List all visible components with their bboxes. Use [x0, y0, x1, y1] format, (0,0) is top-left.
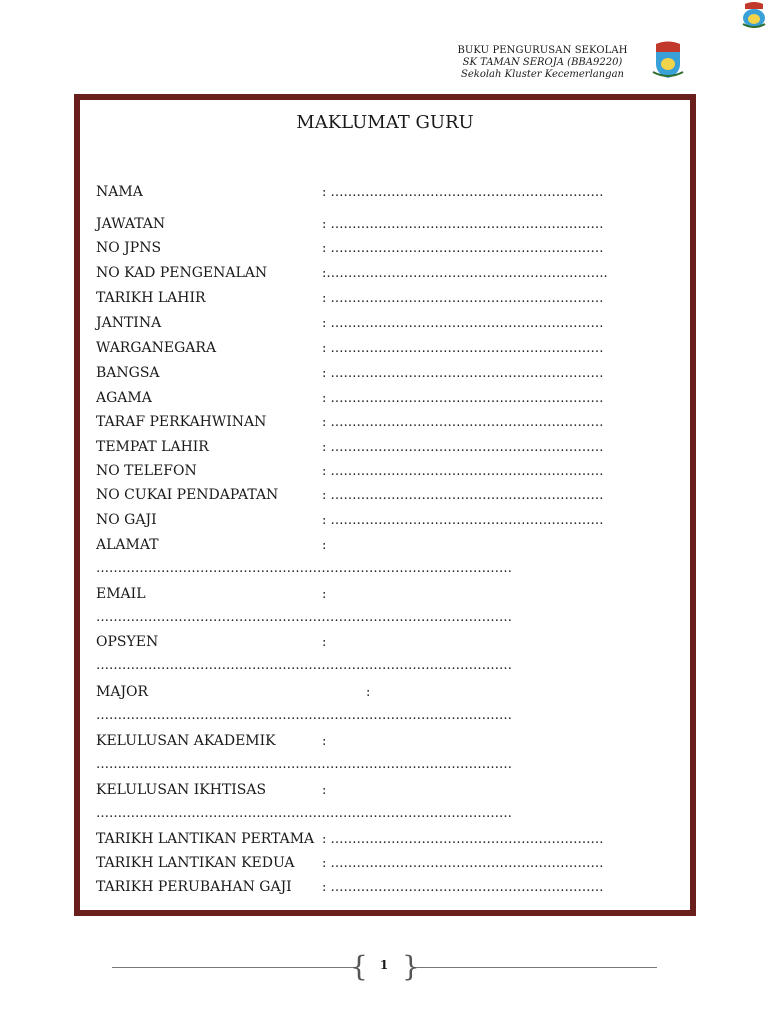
field-label: AGAMA: [96, 390, 152, 406]
dotted-fill-line: ……………………………………………………………………………………: [96, 708, 512, 723]
field-value: : ………………………………………………………: [322, 316, 604, 331]
field-value: : ………………………………………………………: [322, 217, 604, 232]
form-title: MAKLUMAT GURU: [296, 112, 474, 133]
field-value: :: [366, 685, 371, 700]
field-value: : ………………………………………………………: [322, 415, 604, 430]
field-label: NO TELEFON: [96, 463, 197, 479]
field-label: NO CUKAI PENDAPATAN: [96, 487, 279, 503]
field-label: TEMPAT LAHIR: [96, 439, 209, 455]
field-value: : ………………………………………………………: [322, 391, 604, 406]
field-value: : ………………………………………………………: [322, 291, 604, 306]
dotted-fill-line: ……………………………………………………………………………………: [96, 610, 512, 625]
footer-rule-right: [413, 967, 657, 968]
header-line-1: BUKU PENGURUSAN SEKOLAH: [457, 45, 628, 56]
footer-brace-right: }: [402, 950, 420, 983]
field-label: TARIKH PERUBAHAN GAJI: [96, 879, 292, 895]
field-label: JANTINA: [96, 315, 162, 331]
field-value: :: [322, 538, 327, 553]
field-label: ALAMAT: [96, 537, 159, 553]
field-label: TARAF PERKAHWINAN: [96, 414, 267, 430]
field-label: KELULUSAN AKADEMIK: [96, 733, 276, 749]
field-value: :: [322, 783, 327, 798]
school-crest-logo: [650, 40, 686, 80]
field-value: :: [322, 635, 327, 650]
page-number: 1: [379, 958, 389, 972]
school-crest-logo-corner: [739, 0, 768, 30]
field-label: OPSYEN: [96, 634, 159, 650]
header-line-2: SK TAMAN SEROJA (BBA9220): [462, 57, 623, 68]
field-label: NAMA: [96, 184, 143, 200]
form-frame: [74, 94, 696, 916]
field-label: NO KAD PENGENALAN: [96, 265, 268, 281]
field-value: : ………………………………………………………: [322, 513, 604, 528]
footer-brace-left: {: [350, 950, 368, 983]
document-header: [440, 45, 645, 81]
field-value: : ………………………………………………………: [322, 832, 604, 847]
field-label: NO JPNS: [96, 240, 162, 256]
field-label: EMAIL: [96, 586, 146, 602]
field-value: : ………………………………………………………: [322, 366, 604, 381]
field-value: : ………………………………………………………: [322, 856, 604, 871]
field-value: : ………………………………………………………: [322, 241, 604, 256]
field-value: :………………………………………………………..: [322, 266, 608, 281]
field-value: : ………………………………………………………: [322, 440, 604, 455]
field-value: : ………………………………………………………: [322, 185, 604, 200]
field-label: WARGANEGARA: [96, 340, 217, 356]
dotted-fill-line: ……………………………………………………………………………………: [96, 658, 512, 673]
field-value: :: [322, 734, 327, 749]
field-label: TARIKH LAHIR: [96, 290, 206, 306]
footer-rule-left: [112, 967, 355, 968]
dotted-fill-line: ……………………………………………………………………………………: [96, 757, 512, 772]
field-value: : ………………………………………………………: [322, 341, 604, 356]
field-value: : ………………………………………………………: [322, 880, 604, 895]
field-value: : ………………………………………………………: [322, 464, 604, 479]
header-line-3: Sekolah Kluster Kecemerlangan: [461, 69, 624, 80]
dotted-fill-line: ……………………………………………………………………………………: [96, 561, 512, 576]
field-label: BANGSA: [96, 365, 160, 381]
field-value: : ………………………………………………………: [322, 488, 604, 503]
dotted-fill-line: ……………………………………………………………………………………: [96, 806, 512, 821]
field-label: NO GAJI: [96, 512, 157, 528]
field-label: TARIKH LANTIKAN KEDUA: [96, 855, 295, 871]
field-label: MAJOR: [96, 684, 149, 700]
field-label: TARIKH LANTIKAN PERTAMA: [96, 831, 315, 847]
field-label: JAWATAN: [96, 216, 166, 232]
field-label: KELULUSAN IKHTISAS: [96, 782, 267, 798]
field-value: :: [322, 587, 327, 602]
